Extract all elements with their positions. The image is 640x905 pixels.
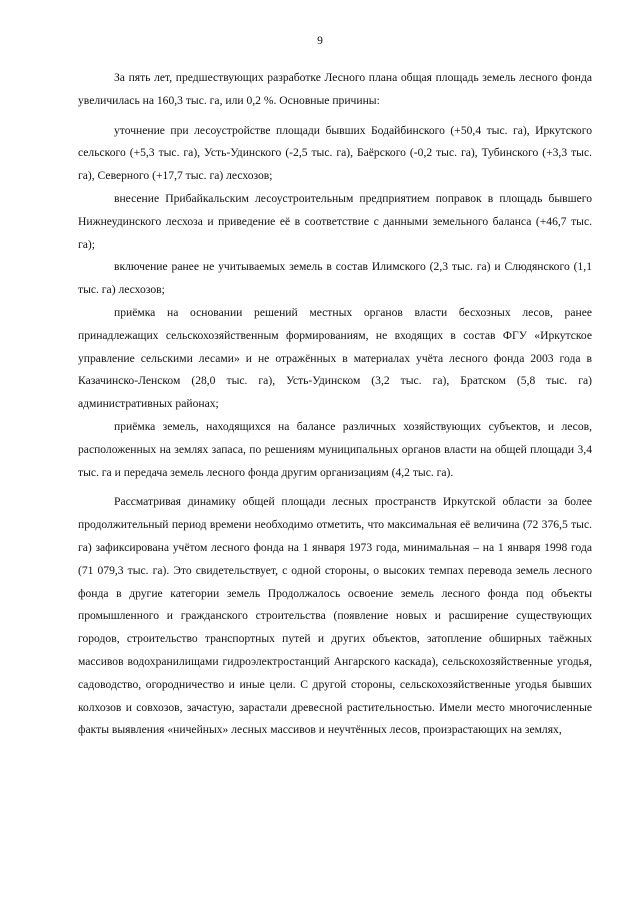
paragraph-intro: За пять лет, предшествующих разработке Лесного плана общая площадь земель лесного фонда увеличилась на 160,3 тыс. га, или 0,2 %. Основные причины: (78, 71, 592, 107)
paragraph-reason-inclusion: включение ранее не учитываемых земель в состав Илимского (2,3 тыс. га) и Слюдянского (1,1 тыс. га) лесхозов; (78, 260, 592, 297)
body-text (78, 67, 592, 742)
page-number: 9 (317, 35, 323, 47)
paragraph-reason-amendments: внесение Прибайкальским лесоустроительным предприятием поправок в площадь бывшего Нижнеудинского лесхоза и приведение её в соответствие с данными земельного баланса (+46,7 тыс. га); (78, 191, 592, 251)
paragraph-reason-survey: уточнение при лесоустройстве площади бывших Бодайбинского (+50,4 тыс. га), Иркутского сельского (+5,3 тыс. га), Усть-Удинского (-2,5 тыс. га), Баёрского (-0,2 тыс. га), Тубинского (+3,3 тыс. га), Северного (+17,7 тыс. га) лесхозов; (78, 123, 592, 183)
paragraph-dynamics: Рассматривая динамику общей площади лесных пространств Иркутской области за более продолжительный период времени необходимо отметить, что максимальная её величина (72 376,5 тыс. га) зафиксирована учётом лесного фонда на 1 января 1973 года, минимальная – на 1 января 1998 года (71 079,3 тыс. га). Это свидетельствует, с одной стороны, о высоких темпах перевода земель лесного фонда в другие категории земель Продолжалось освоение земель лесного фонда под объекты промышленного и гражданского строительства (появление новых и расширение существующих городов, строительство транспортных путей и других объектов, затопление обширных таёжных массивов водохранилищами гидроэлектростанций Ангарского каскада), сельскохозяйственные угодья, садоводство, огородничество и иные цели. С другой стороны, сельскохозяйственные угодья бывших колхозов и совхозов, зачастую, зарастали древесной растительностью. Имели место многочисленные факты выявления «ничейных» лесных массивов и неучтённых лесов, произрастающих на землях, (78, 495, 592, 737)
paragraph-reason-acceptance-ownerless: приёмка на основании решений местных органов власти бесхозных лесов, ранее принадлежащих сельскохозяйственным формированиям, не входящих в состав ФГУ «Иркутское управление сельскими лесами» и не отражённых в материалах учёта лесного фонда 2003 года в Казачинско-Ленском (28,0 тыс. га), Усть-Удинском (3,2 тыс. га), Братском (5,8 тыс. га) административных районах; (78, 305, 592, 411)
paragraph-reason-acceptance-lands: приёмка земель, находящихся на балансе различных хозяйствующих субъектов, и лесов, расположенных на землях запаса, по решениям муниципальных органов власти на общей площади 3,4 тыс. га и передача земель лесного фонда другим организациям (4,2 тыс. га). (78, 419, 592, 479)
